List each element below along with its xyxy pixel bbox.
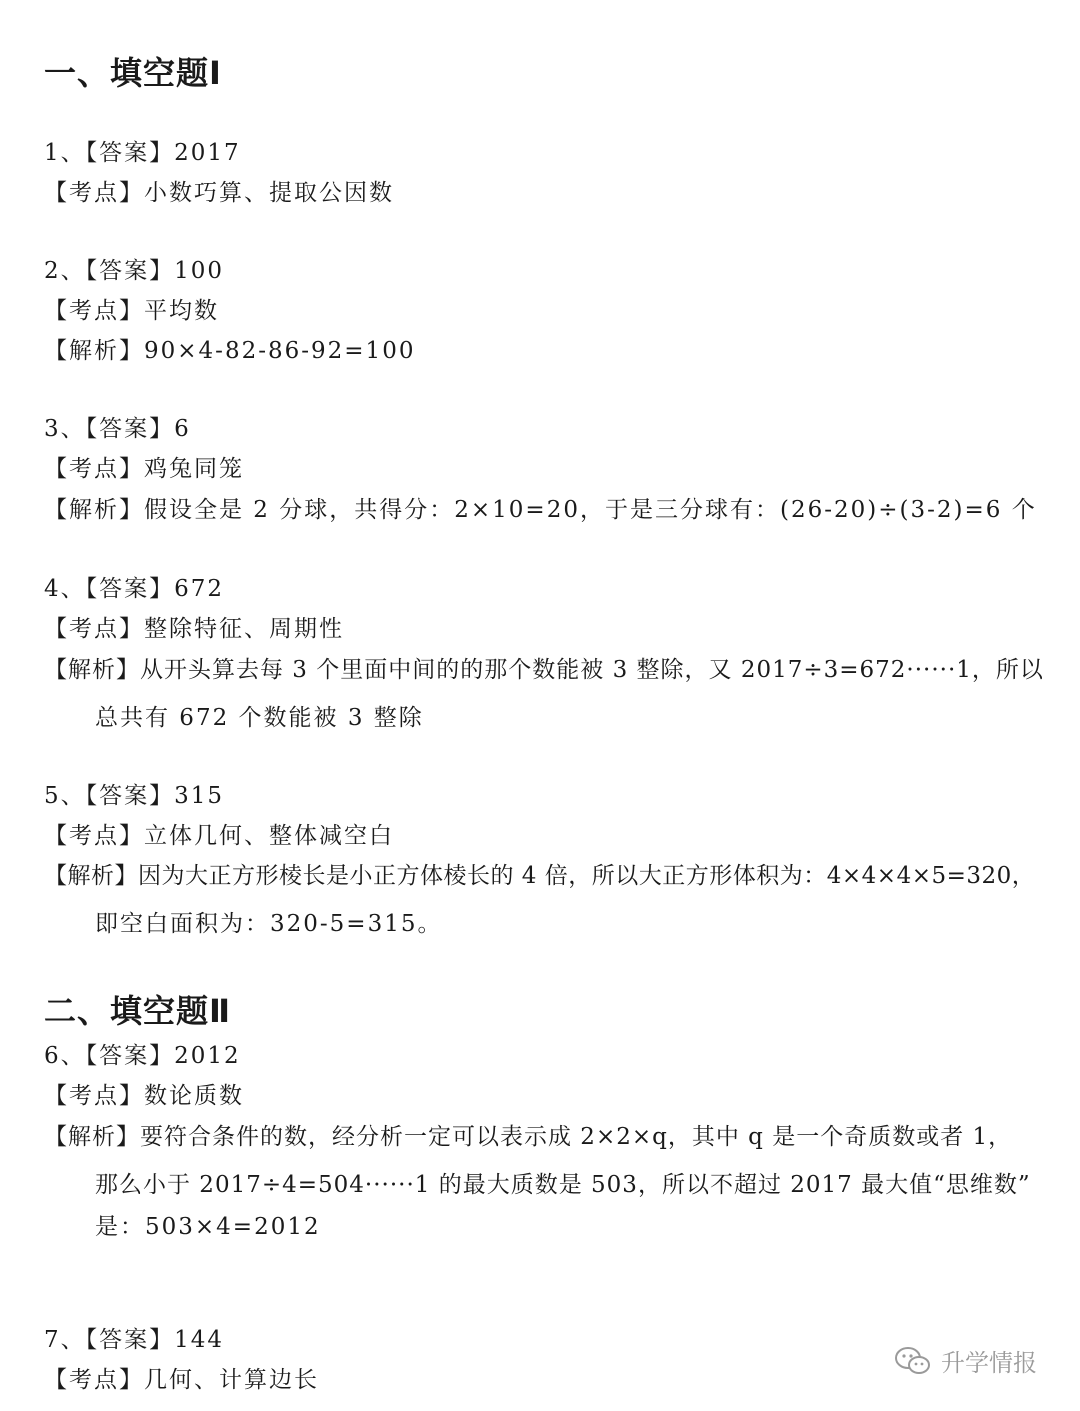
section-1-heading: 一、填空题Ⅰ bbox=[44, 54, 222, 92]
q7-answer: 7、【答案】144 bbox=[44, 1327, 225, 1353]
wechat-icon bbox=[893, 1345, 933, 1377]
q6-analysis-line-3: 是：503×4=2012 bbox=[95, 1214, 321, 1240]
q4-point: 【考点】整除特征、周期性 bbox=[44, 616, 344, 642]
q2-analysis: 【解析】90×4-82-86-92=100 bbox=[44, 338, 416, 364]
q4-analysis-line-1: 【解析】从开头算去每 3 个里面中间的的那个数能被 3 整除，又 2017÷3=672······1，所以 bbox=[44, 657, 1044, 683]
q3-point: 【考点】鸡兔同笼 bbox=[44, 456, 244, 482]
q1-point: 【考点】小数巧算、提取公因数 bbox=[44, 180, 394, 206]
q4-analysis-line-2: 总共有 672 个数能被 3 整除 bbox=[95, 705, 424, 731]
q7-point: 【考点】几何、计算边长 bbox=[44, 1367, 319, 1393]
q3-analysis: 【解析】假设全是 2 分球，共得分：2×10=20，于是三分球有：(26-20)÷(3-2)=6 个 bbox=[44, 497, 1037, 523]
q6-answer: 6、【答案】2012 bbox=[44, 1043, 241, 1069]
q6-analysis-line-2: 那么小于 2017÷4=504······1 的最大质数是 503，所以不超过 2017 最大值“思维数” bbox=[95, 1172, 1031, 1198]
q5-analysis-line-2: 即空白面积为：320-5=315。 bbox=[95, 911, 443, 937]
q5-answer: 5、【答案】315 bbox=[44, 783, 225, 809]
q1-answer: 1、【答案】2017 bbox=[44, 140, 241, 166]
q2-point: 【考点】平均数 bbox=[44, 298, 219, 324]
watermark bbox=[893, 1343, 1037, 1378]
q4-answer: 4、【答案】672 bbox=[44, 576, 225, 602]
q6-point: 【考点】数论质数 bbox=[44, 1083, 244, 1109]
section-2-heading: 二、填空题Ⅱ bbox=[44, 992, 232, 1030]
q6-analysis-line-1: 【解析】要符合条件的数，经分析一定可以表示成 2×2×q，其中 q 是一个奇质数或者 1， bbox=[44, 1124, 1013, 1150]
q5-analysis-line-1: 【解析】因为大正方形棱长是小正方体棱长的 4 倍，所以大正方形体积为：4×4×4×5=320， bbox=[44, 863, 1036, 889]
watermark-text: 升学情报 bbox=[941, 1349, 1037, 1377]
q5-point: 【考点】立体几何、整体减空白 bbox=[44, 823, 394, 849]
q2-answer: 2、【答案】100 bbox=[44, 258, 225, 284]
q3-answer: 3、【答案】6 bbox=[44, 416, 191, 442]
